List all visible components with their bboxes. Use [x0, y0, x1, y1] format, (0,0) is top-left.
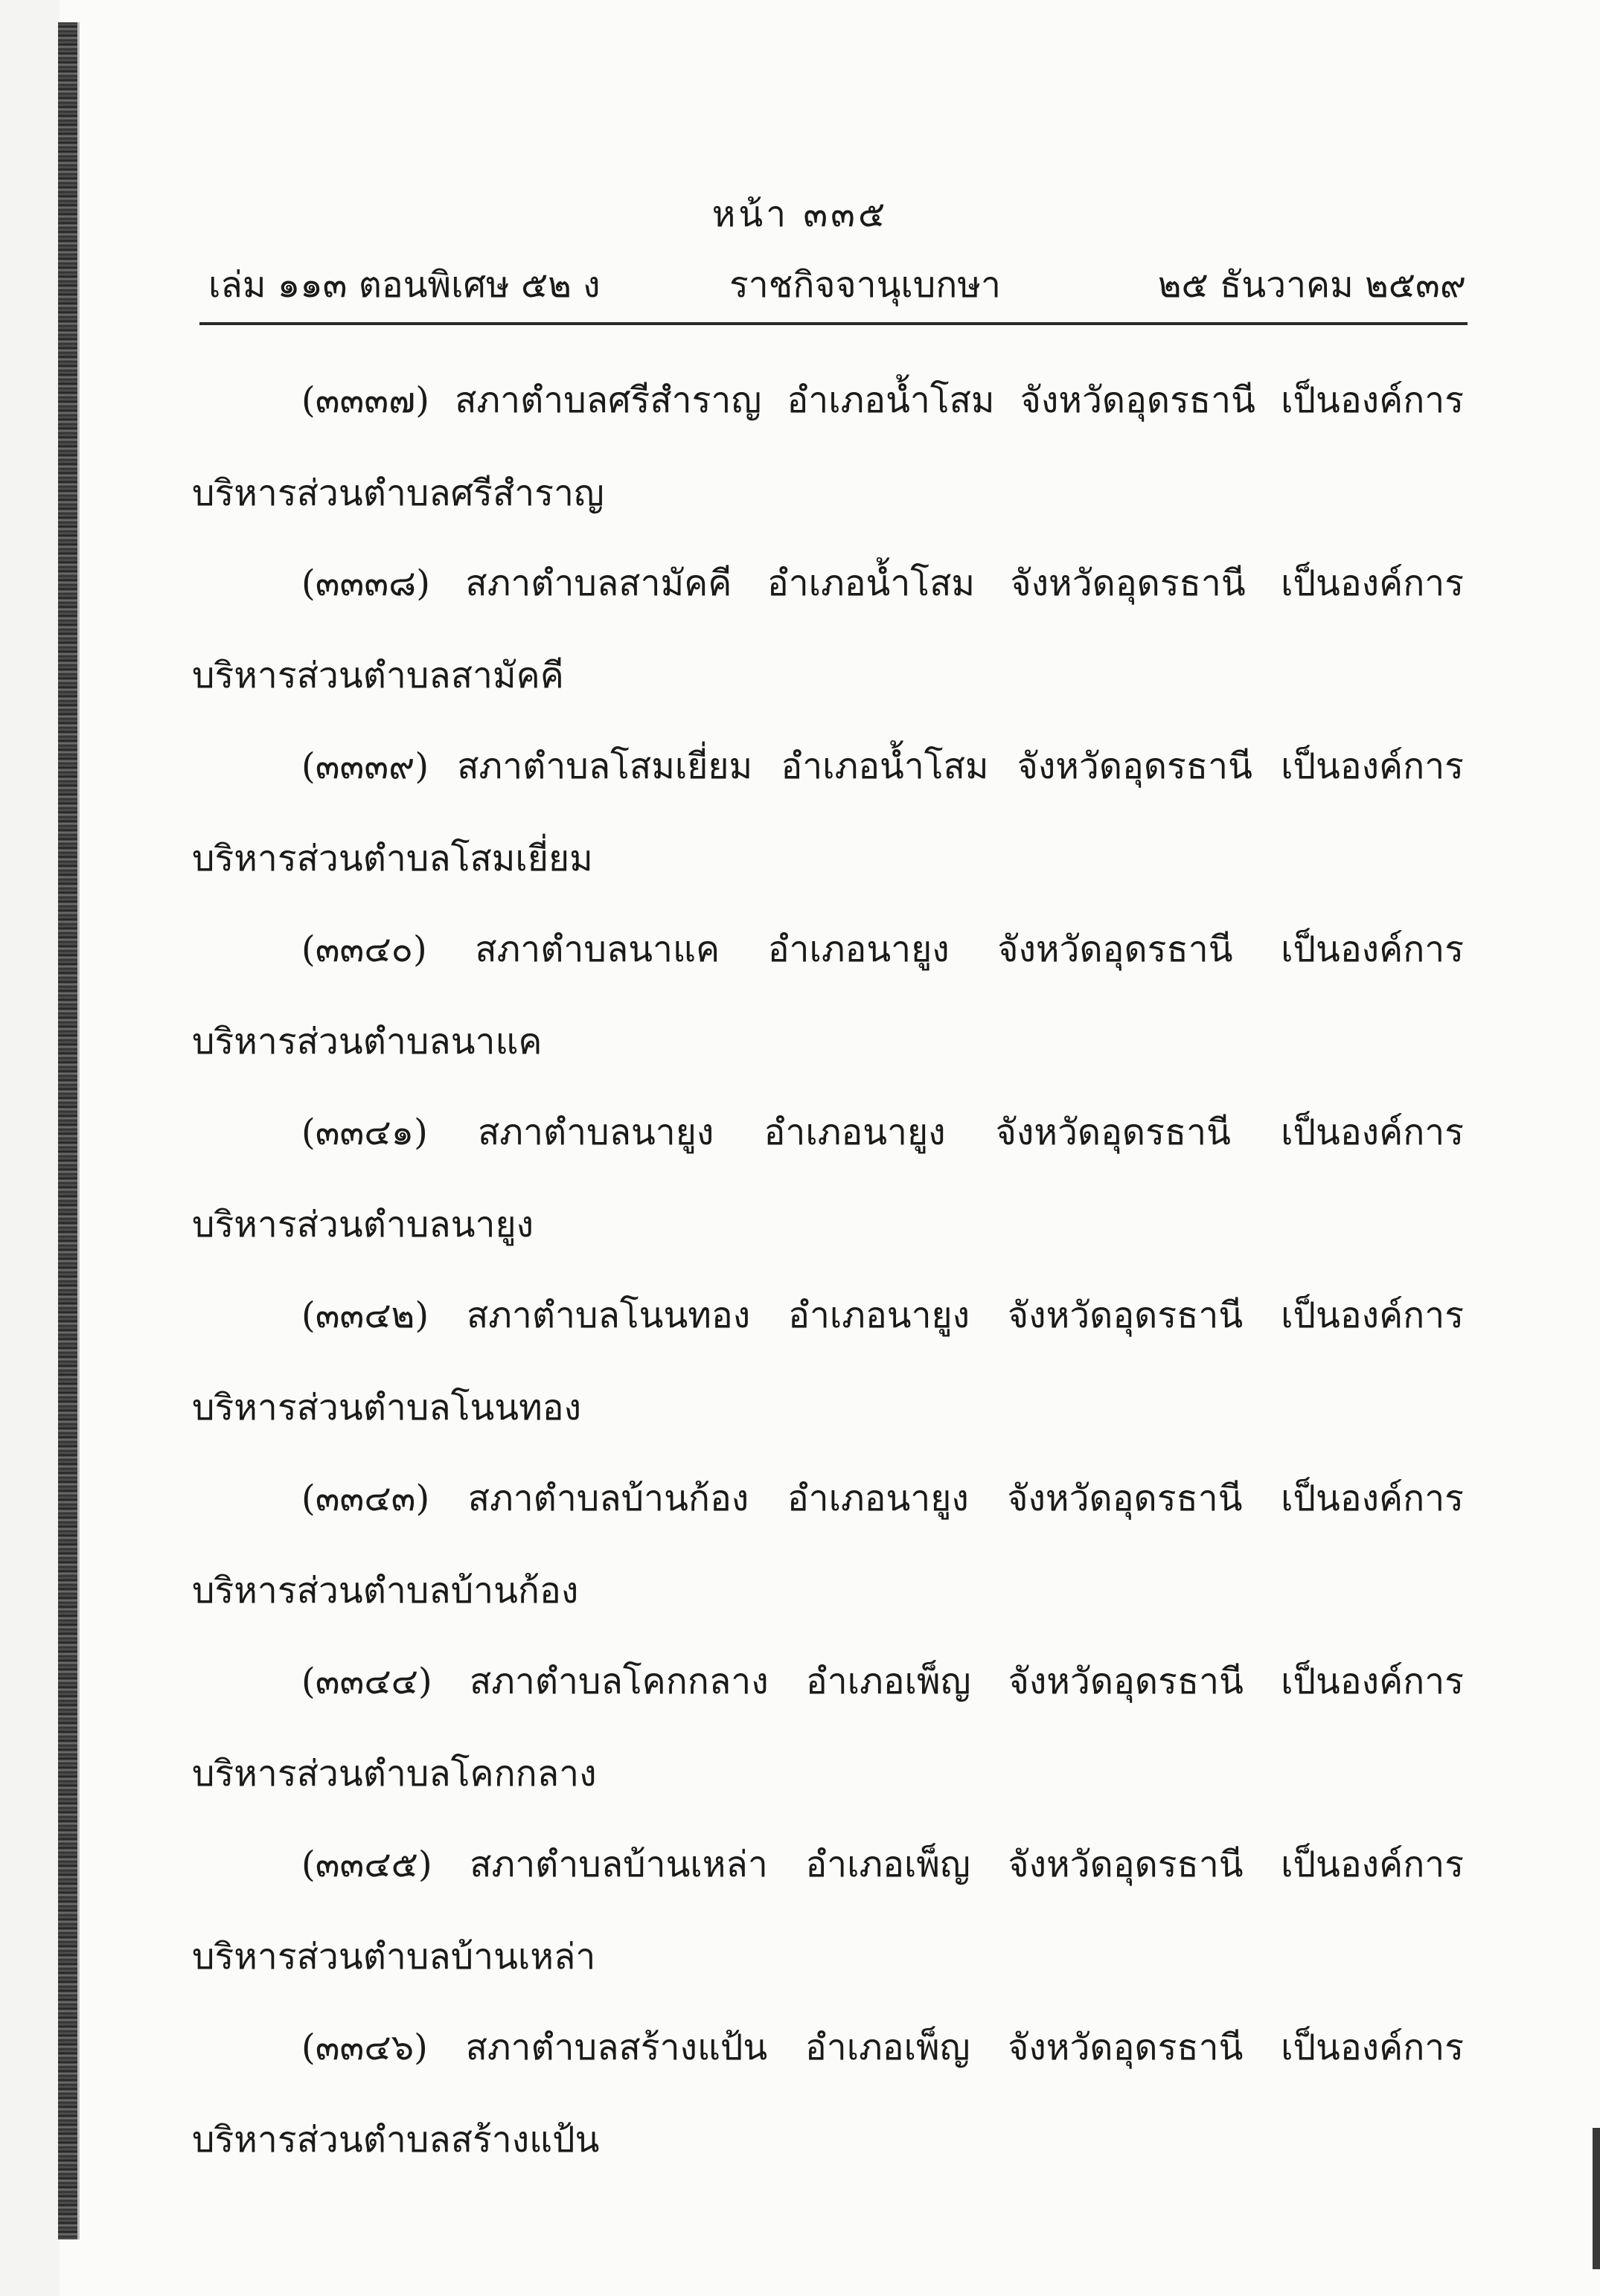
entry-becomes: เป็นองค์การ	[1281, 1112, 1464, 1153]
entry-council: สภาตำบลสามัคคี	[465, 562, 732, 604]
entry-province: จังหวัดอุดรธานี	[1010, 562, 1246, 604]
entry-becomes: เป็นองค์การ	[1281, 745, 1464, 787]
entry-district: อำเภอนายูง	[764, 1112, 946, 1153]
entry-becomes: เป็นองค์การ	[1281, 562, 1464, 604]
entry-continuation: บริหารส่วนตำบลโคกกลาง	[192, 1753, 597, 1795]
entry-number: (๓๓๓๙)	[301, 745, 429, 787]
entry-continuation: บริหารส่วนตำบลศรีสำราญ	[192, 472, 604, 514]
entry-province: จังหวัดอุดรธานี	[1008, 1844, 1244, 1885]
entry-district: อำเภอนายูง	[767, 929, 950, 970]
entry-becomes: เป็นองค์การ	[1281, 379, 1464, 421]
entry-becomes: เป็นองค์การ	[1281, 1295, 1464, 1336]
entry-district: อำเภอเพ็ญ	[805, 1661, 971, 1702]
entry-number: (๓๓๔๑)	[301, 1112, 428, 1153]
entry-line-main	[301, 1287, 1464, 1344]
entry-becomes: เป็นองค์การ	[1281, 929, 1464, 970]
entry-number: (๓๓๓๘)	[301, 562, 430, 604]
entry-province: จังหวัดอุดรธานี	[1008, 2027, 1244, 2068]
entry-district: อำเภอน้ำโสม	[787, 379, 995, 421]
entry-line-main	[301, 738, 1464, 795]
entry-province: จังหวัดอุดรธานี	[1008, 1661, 1244, 1702]
entry-province: จังหวัดอุดรธานี	[997, 929, 1233, 970]
entry-becomes: เป็นองค์การ	[1281, 1844, 1464, 1885]
page-right-edge	[1593, 2128, 1600, 2269]
page-binding-edge	[58, 22, 80, 2239]
page-number: หน้า ๓๓๕	[711, 193, 889, 235]
entry-line-main	[301, 1470, 1464, 1527]
entry-number: (๓๓๓๗)	[301, 379, 429, 421]
entry-district: อำเภอน้ำโสม	[767, 562, 976, 604]
publication-date: ๒๕ ธันวาคม ๒๕๓๙	[1157, 264, 1466, 306]
entry-becomes: เป็นองค์การ	[1281, 1661, 1464, 1702]
entry-line-main	[301, 921, 1464, 978]
entry-number: (๓๓๔๖)	[301, 2027, 428, 2068]
entry-continuation: บริหารส่วนตำบลสร้างแป้น	[192, 2119, 600, 2161]
entry-number: (๓๓๔๐)	[301, 929, 427, 970]
entry-district: อำเภอนายูง	[787, 1478, 969, 1519]
entry-number: (๓๓๔๒)	[301, 1295, 429, 1336]
entry-line-main	[301, 1653, 1464, 1710]
entry-continuation: บริหารส่วนตำบลบ้านก้อง	[192, 1570, 579, 1612]
entry-province: จังหวัดอุดรธานี	[1017, 745, 1252, 787]
entry-province: จังหวัดอุดรธานี	[1008, 1295, 1244, 1336]
entry-province: จังหวัดอุดรธานี	[1020, 379, 1255, 421]
entry-line-main	[301, 1104, 1464, 1161]
entry-district: อำเภอเพ็ญ	[805, 1844, 970, 1885]
entry-line-main	[301, 555, 1464, 612]
entry-line-main	[301, 1836, 1464, 1893]
entry-council: สภาตำบลศรีสำราญ	[455, 379, 762, 421]
entry-council: สภาตำบลบ้านเหล่า	[470, 1844, 768, 1885]
entry-continuation: บริหารส่วนตำบลนาแค	[192, 1021, 543, 1062]
gazette-header	[201, 257, 1466, 306]
entry-province: จังหวัดอุดรธานี	[995, 1112, 1231, 1153]
entry-continuation: บริหารส่วนตำบลสามัคคี	[192, 655, 564, 696]
entry-continuation: บริหารส่วนตำบลโสมเยี่ยม	[192, 838, 593, 879]
entry-district: อำเภอน้ำโสม	[781, 745, 989, 787]
entry-continuation: บริหารส่วนตำบลโนนทอง	[192, 1387, 582, 1428]
entry-council: สภาตำบลนาแค	[475, 929, 720, 970]
entry-becomes: เป็นองค์การ	[1281, 1478, 1464, 1519]
entry-line-main	[301, 2019, 1464, 2076]
entry-council: สภาตำบลโคกกลาง	[469, 1661, 769, 1702]
entry-number: (๓๓๔๕)	[301, 1844, 432, 1885]
header-rule	[199, 322, 1468, 325]
entry-council: สภาตำบลโสมเยี่ยม	[457, 745, 753, 787]
volume-issue: เล่ม ๑๑๓ ตอนพิเศษ ๕๒ ง	[208, 264, 601, 306]
entry-becomes: เป็นองค์การ	[1281, 2027, 1464, 2068]
entry-district: อำเภอนายูง	[788, 1295, 970, 1336]
entry-council: สภาตำบลสร้างแป้น	[465, 2027, 768, 2068]
entry-district: อำเภอเพ็ญ	[804, 2027, 970, 2068]
entry-council: สภาตำบลนายูง	[478, 1112, 714, 1153]
entry-continuation: บริหารส่วนตำบลนายูง	[192, 1204, 534, 1245]
entry-council: สภาตำบลบ้านก้อง	[467, 1478, 749, 1519]
publication-name: ราชกิจจานุเบกษา	[729, 264, 1001, 306]
entry-number: (๓๓๔๔)	[301, 1661, 432, 1702]
entry-continuation: บริหารส่วนตำบลบ้านเหล่า	[192, 1936, 596, 1978]
entry-number: (๓๓๔๓)	[301, 1478, 430, 1519]
entry-council: สภาตำบลโนนทอง	[466, 1295, 751, 1336]
entry-province: จังหวัดอุดรธานี	[1007, 1478, 1243, 1519]
entry-line-main	[301, 372, 1464, 429]
